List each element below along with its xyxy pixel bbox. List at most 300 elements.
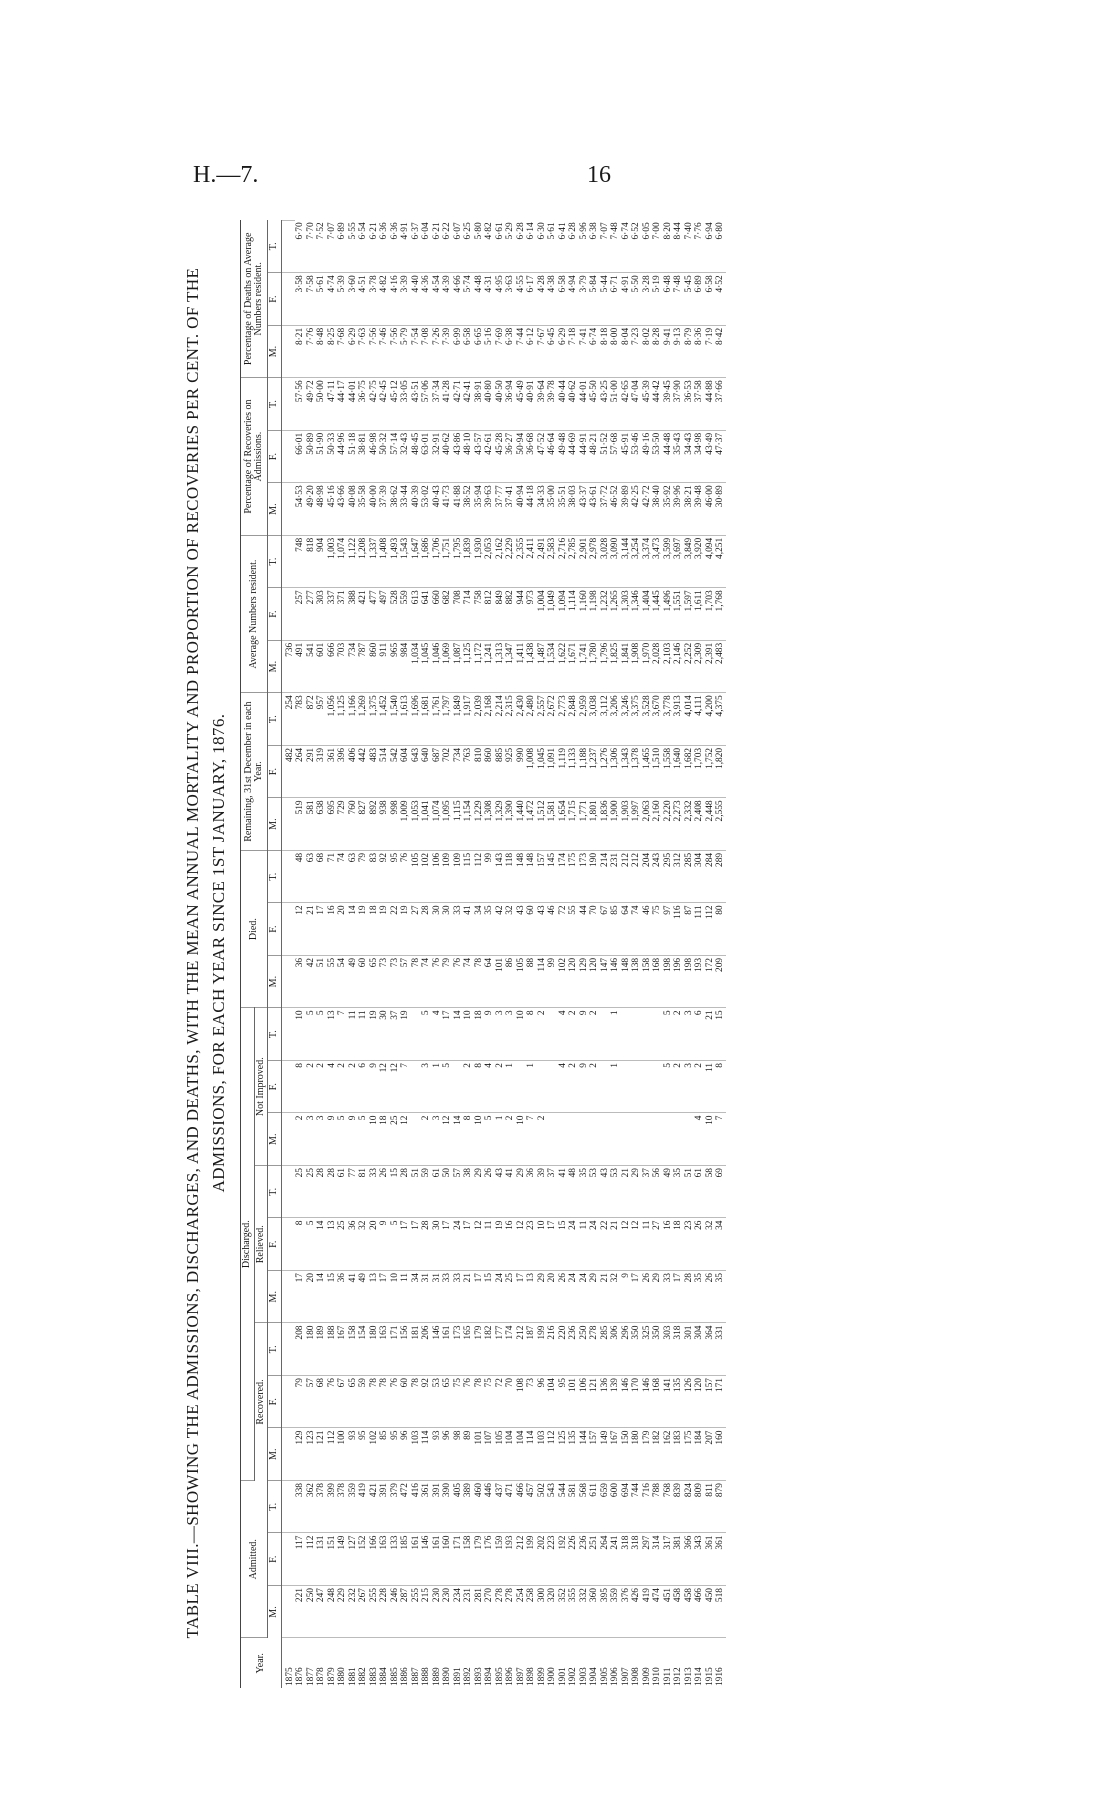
table-cell: 148 [516, 850, 527, 903]
table-cell: 108 [516, 1376, 527, 1429]
table-cell: 74 [631, 903, 642, 956]
table-cell: 1,512 [537, 798, 548, 851]
table-cell: 36 [337, 1271, 348, 1324]
table-cell: 396 [337, 745, 348, 798]
table-cell: 39·63 [484, 483, 495, 536]
table-cell: 118 [505, 850, 516, 903]
table-row [316, 218, 327, 1688]
table-cell: 182 [652, 1428, 663, 1481]
table-row [379, 218, 390, 1688]
table-cell: 4·31 [484, 273, 495, 326]
table-cell: 174 [558, 850, 569, 903]
table-cell: 1,706 [432, 535, 443, 588]
table-cell: 230 [442, 1586, 453, 1639]
table-cell: 1,404 [642, 588, 653, 641]
table-cell [281, 273, 295, 326]
table-cell: 17 [673, 1271, 684, 1324]
table-cell [558, 1113, 569, 1166]
table-cell: 32·43 [400, 430, 411, 483]
table-cell: 65 [442, 1376, 453, 1429]
table-cell: 8·44 [673, 220, 684, 273]
table-cell: 39 [537, 1166, 548, 1219]
table-cell: 51 [316, 955, 327, 1008]
table-cell: 7·07 [327, 220, 338, 273]
table-cell: 849 [495, 588, 506, 641]
table-cell: 2,103 [663, 640, 674, 693]
table-cell: 2,978 [589, 535, 600, 588]
table-cell: 5 [442, 1061, 453, 1114]
table-cell: 12 [390, 1061, 401, 1114]
header-m: M. [268, 1271, 282, 1324]
table-cell: 708 [453, 588, 464, 641]
table-cell: 37 [642, 1166, 653, 1219]
table-cell: 57·14 [390, 430, 401, 483]
table-cell: 146 [621, 1376, 632, 1429]
table-cell: 166 [369, 1533, 380, 1586]
table-cell: 70 [589, 903, 600, 956]
table-row [421, 218, 432, 1688]
table-cell: 43·66 [337, 483, 348, 536]
table-cell: 10 [516, 1113, 527, 1166]
table-cell: 2,448 [705, 798, 716, 851]
table-cell: 860 [369, 640, 380, 693]
table-cell: 11 [484, 1218, 495, 1271]
table-cell: 2,411 [526, 535, 537, 588]
table-cell: 9 [348, 1113, 359, 1166]
table-cell: 36 [348, 1218, 359, 1271]
table-cell: 638 [316, 798, 327, 851]
table-cell: 51·90 [316, 430, 327, 483]
table-cell: 50·32 [379, 430, 390, 483]
statistics-table [240, 218, 726, 1688]
table-cell: 35·92 [663, 483, 674, 536]
table-cell: 55 [327, 955, 338, 1008]
table-cell: 105 [495, 1428, 506, 1481]
header-pct-deaths: Percentage of Deaths on Average Numbers resident. [241, 220, 268, 378]
table-cell: 768 [663, 1481, 674, 1534]
table-cell: 36·27 [505, 430, 516, 483]
table-cell: 1,797 [442, 693, 453, 746]
table-cell: 416 [411, 1481, 422, 1534]
table-cell: 30 [432, 903, 443, 956]
table-cell: 2 [537, 1113, 548, 1166]
table-cell: 14 [316, 1271, 327, 1324]
table-cell: 92 [379, 850, 390, 903]
table-cell: 78 [369, 1376, 380, 1429]
table-cell: 63·01 [421, 430, 432, 483]
table-cell: 7·07 [600, 220, 611, 273]
table-cell: 666 [327, 640, 338, 693]
table-cell: 190 [589, 850, 600, 903]
header-recovered: Recovered. [254, 1323, 268, 1481]
table-cell: 19 [379, 903, 390, 956]
table-cell: 694 [621, 1481, 632, 1534]
table-cell: 450 [705, 1586, 716, 1639]
table-cell: 7 [400, 1061, 411, 1114]
table-cell: 21 [306, 903, 317, 956]
table-row [663, 218, 674, 1688]
table-cell: 1,265 [610, 588, 621, 641]
table-cell: 98 [453, 1428, 464, 1481]
table-cell: 998 [390, 798, 401, 851]
table-cell: 25 [295, 1166, 306, 1219]
table-cell: 7 [715, 1113, 726, 1166]
table-cell: 42·45 [379, 378, 390, 431]
table-cell: 3,374 [642, 535, 653, 588]
table-cell: 147 [600, 955, 611, 1008]
table-cell: 33 [663, 1271, 674, 1324]
table-cell: 2,480 [526, 693, 537, 746]
table-cell: 28 [316, 1166, 327, 1219]
table-cell: 216 [547, 1323, 558, 1376]
header-m: M. [268, 1428, 282, 1481]
table-cell: 38·21 [684, 483, 695, 536]
table-cell: 1 [495, 1113, 506, 1166]
table-cell: 1,232 [600, 588, 611, 641]
table-cell: 5·16 [484, 325, 495, 378]
table-cell: 99 [484, 850, 495, 903]
table-cell: 304 [694, 1323, 705, 1376]
table-cell: 24 [495, 1271, 506, 1324]
table-cell: 2,028 [652, 640, 663, 693]
table-cell: 285 [600, 1323, 611, 1376]
table-cell: 6·22 [442, 220, 453, 273]
table-cell: 5·55 [348, 220, 359, 273]
table-cell: 41 [505, 1166, 516, 1219]
table-cell: 5·50 [631, 273, 642, 326]
table-cell: 7·67 [537, 325, 548, 378]
table-cell: 77 [348, 1166, 359, 1219]
table-row [694, 218, 705, 1688]
table-cell: 76 [453, 955, 464, 1008]
table-cell: 277 [306, 588, 317, 641]
table-cell: 188 [327, 1323, 338, 1376]
year-cell: 1911 [662, 1667, 673, 1686]
table-cell: 17 [474, 1271, 485, 1324]
table-cell: 1,647 [411, 535, 422, 588]
table-cell: 231 [463, 1586, 474, 1639]
table-cell: 809 [694, 1481, 705, 1534]
table-cell: 1,534 [547, 640, 558, 693]
table-cell: 6·94 [705, 220, 716, 273]
table-cell: 1,622 [558, 640, 569, 693]
table-cell: 287 [400, 1586, 411, 1639]
table-cell: 2,391 [705, 640, 716, 693]
header-m: M. [268, 325, 282, 378]
table-cell: 86 [505, 955, 516, 1008]
table-cell: 127 [348, 1533, 359, 1586]
table-cell: 7·39 [442, 325, 453, 378]
table-cell: 44·01 [348, 378, 359, 431]
table-cell: 230 [432, 1586, 443, 1639]
table-cell: 109 [453, 850, 464, 903]
table-cell [568, 1113, 579, 1166]
table-cell: 973 [526, 588, 537, 641]
table-cell: 26 [642, 1271, 653, 1324]
table-cell: 2 [421, 1113, 432, 1166]
table-cell: 28 [421, 903, 432, 956]
table-cell: 53·46 [631, 430, 642, 483]
table-cell: 65 [369, 955, 380, 1008]
table-caption-line-2: ADMISSIONS, FOR EACH YEAR SINCE 1ST JANUARY, 1876. [209, 713, 228, 1193]
table-cell [281, 1113, 295, 1166]
year-cell: 1898 [526, 1667, 536, 1686]
table-cell [281, 218, 295, 220]
table-cell: 6·65 [474, 325, 485, 378]
table-cell: 17 [631, 1271, 642, 1324]
table-cell: 40·91 [526, 378, 537, 431]
table-cell: 34·98 [694, 430, 705, 483]
table-cell: 258 [526, 1586, 537, 1639]
table-cell: 59 [358, 1376, 369, 1429]
table-cell: 25 [337, 1218, 348, 1271]
table-cell: 3·58 [295, 273, 306, 326]
table-cell: 57·56 [295, 378, 306, 431]
table-cell: 176 [484, 1533, 495, 1586]
table-cell: 167 [610, 1428, 621, 1481]
table-cell: 15 [484, 1271, 495, 1324]
table-cell: 78 [411, 955, 422, 1008]
table-cell: 20 [547, 1271, 558, 1324]
table-cell: 48·45 [411, 430, 422, 483]
table-cell: 12 [442, 1113, 453, 1166]
year-cell: 1877 [305, 1667, 316, 1686]
table-cell: 24 [568, 1218, 579, 1271]
table-cell: 49·20 [306, 483, 317, 536]
table-cell: 406 [348, 745, 359, 798]
table-cell: 390 [442, 1481, 453, 1534]
table-cell: 3·79 [579, 273, 590, 326]
table-cell: 4·91 [621, 273, 632, 326]
table-cell: 135 [673, 1376, 684, 1429]
table-cell: 519 [295, 798, 306, 851]
table-cell [547, 1008, 558, 1061]
table-cell: 4·95 [495, 273, 506, 326]
table-cell: 48·21 [589, 430, 600, 483]
year-cell: 1897 [515, 1667, 526, 1686]
table-cell: 278 [495, 1586, 506, 1639]
table-cell: 185 [400, 1533, 411, 1586]
table-cell: 812 [484, 588, 495, 641]
table-cell: 40·94 [516, 483, 527, 536]
table-cell [411, 1113, 422, 1166]
table-cell: 6·89 [337, 220, 348, 273]
table-cell: 5·80 [474, 220, 485, 273]
table-cell: 168 [652, 955, 663, 1008]
table-cell: 43·51 [411, 378, 422, 431]
table-cell: 2,160 [652, 798, 663, 851]
table-cell: 38·91 [474, 378, 485, 431]
table-cell: 9 [579, 1008, 590, 1061]
table-cell: 1,198 [589, 588, 600, 641]
table-cell: 3 [505, 1008, 516, 1061]
table-cell: 29 [474, 1166, 485, 1219]
table-cell: 6·36 [390, 220, 401, 273]
table-cell [621, 1008, 632, 1061]
table-cell: 159 [495, 1533, 506, 1586]
table-cell: 4 [694, 1113, 705, 1166]
table-cell: 6·12 [526, 325, 537, 378]
table-cell: 6·28 [568, 220, 579, 273]
table-cell: 212 [631, 850, 642, 903]
table-cell: 9 [379, 1218, 390, 1271]
table-cell: 231 [610, 850, 621, 903]
table-cell [600, 1061, 611, 1114]
table-cell: 1,119 [558, 745, 569, 798]
table-cell: 1,917 [463, 693, 474, 746]
table-cell: 53 [610, 1166, 621, 1219]
table-cell: 419 [358, 1481, 369, 1534]
table-cell: 102 [369, 1428, 380, 1481]
table-cell: 872 [306, 693, 317, 746]
table-cell: 1,378 [631, 745, 642, 798]
table-cell: 68 [316, 850, 327, 903]
table-row [621, 218, 632, 1688]
table-cell: 40·08 [348, 483, 359, 536]
table-cell: 44·48 [663, 430, 674, 483]
table-cell: 5 [306, 1008, 317, 1061]
table-row [306, 218, 317, 1688]
year-cell: 1915 [704, 1667, 715, 1686]
table-cell: 6·29 [348, 325, 359, 378]
table-cell: 37·90 [673, 378, 684, 431]
table-cell: 226 [568, 1533, 579, 1586]
table-cell: 10 [537, 1218, 548, 1271]
table-cell: 6·07 [453, 220, 464, 273]
table-cell: 1,008 [526, 745, 537, 798]
table-cell: 2 [463, 1061, 474, 1114]
table-cell: 6·74 [621, 220, 632, 273]
table-cell: 22 [390, 903, 401, 956]
table-cell: 23 [526, 1218, 537, 1271]
table-cell: 1,751 [442, 535, 453, 588]
table-cell: 5 [663, 1008, 674, 1061]
table-row [526, 218, 537, 1688]
table-cell: 1,188 [579, 745, 590, 798]
table-cell: 47·52 [537, 430, 548, 483]
year-cell: 1891 [452, 1667, 463, 1686]
table-row [484, 218, 495, 1688]
table-cell: 37 [547, 1166, 558, 1219]
table-cell: 143 [495, 850, 506, 903]
header-f: F. [268, 430, 282, 483]
table-cell: 112 [327, 1428, 338, 1481]
table-cell: 87 [684, 903, 695, 956]
table-cell: 57·68 [610, 430, 621, 483]
table-cell: 78 [474, 1376, 485, 1429]
table-cell [579, 1113, 590, 1166]
table-cell: 787 [358, 640, 369, 693]
table-cell: 6·30 [537, 220, 548, 273]
table-cell: 2,555 [715, 798, 726, 851]
table-cell: 1,510 [652, 745, 663, 798]
table-cell: 312 [673, 850, 684, 903]
table-cell: 46·64 [547, 430, 558, 483]
table-cell: 126 [684, 1376, 695, 1429]
table-cell: 109 [442, 850, 453, 903]
table-cell: 3,778 [663, 693, 674, 746]
header-m: M. [268, 1586, 282, 1639]
table-cell: 824 [684, 1481, 695, 1534]
table-cell: 2,430 [516, 693, 527, 746]
table-cell: 163 [379, 1533, 390, 1586]
table-cell: 14 [453, 1113, 464, 1166]
table-cell: 1,346 [631, 588, 642, 641]
table-cell: 158 [348, 1323, 359, 1376]
header-t: T. [268, 850, 282, 903]
table-cell: 59 [421, 1166, 432, 1219]
table-cell: 744 [631, 1481, 642, 1534]
table-cell: 318 [631, 1533, 642, 1586]
table-cell: 157 [589, 1428, 600, 1481]
table-cell: 34 [715, 1218, 726, 1271]
table-cell: 250 [579, 1323, 590, 1376]
table-cell: 818 [306, 535, 317, 588]
table-cell [281, 1218, 295, 1271]
table-cell: 3·63 [505, 273, 516, 326]
table-cell: 4·52 [715, 273, 726, 326]
table-cell: 419 [642, 1586, 653, 1639]
table-cell: 15 [390, 1166, 401, 1219]
table-cell: 3,473 [652, 535, 663, 588]
table-cell: 38·52 [463, 483, 474, 536]
table-cell: 30·89 [715, 483, 726, 536]
table-row [558, 218, 569, 1688]
table-cell: 1,166 [348, 693, 359, 746]
table-cell: 175 [684, 1428, 695, 1481]
table-caption-line-1: TABLE VIII.—SHOWING THE ADMISSIONS, DISCHARGES, AND DEATHS, WITH THE MEAN ANNUAL MORTALITY AND PROPORTION OF RECOVERIES PER CENT. OF THE [183, 267, 202, 1639]
table-cell: 13 [369, 1271, 380, 1324]
table-cell: 359 [348, 1481, 359, 1534]
table-cell: 96 [400, 1428, 411, 1481]
table-cell: 391 [432, 1481, 443, 1534]
year-cell: 1904 [589, 1667, 599, 1686]
table-cell: 39·48 [694, 483, 705, 536]
table-cell: 4,200 [705, 693, 716, 746]
table-cell: 734 [453, 745, 464, 798]
table-cell: 491 [295, 640, 306, 693]
table-cell: 47·04 [631, 378, 642, 431]
table-cell: 38·03 [568, 483, 579, 536]
table-cell: 4·40 [411, 273, 422, 326]
year-cell: 1880 [337, 1667, 347, 1686]
table-cell: 611 [589, 1481, 600, 1534]
table-cell [281, 430, 295, 483]
table-cell: 49·48 [558, 430, 569, 483]
table-cell: 1,540 [390, 693, 401, 746]
table-cell: 157 [705, 1376, 716, 1429]
table-cell: 35·51 [558, 483, 569, 536]
table-cell: 442 [358, 745, 369, 798]
table-cell: 35·58 [358, 483, 369, 536]
table-cell: 187 [526, 1323, 537, 1376]
table-cell: 306 [610, 1323, 621, 1376]
table-cell: 1,703 [705, 588, 716, 641]
table-cell: 5·61 [547, 220, 558, 273]
table-cell: 1,903 [621, 798, 632, 851]
table-cell: 10 [463, 1008, 474, 1061]
table-cell: 45·50 [589, 378, 600, 431]
table-cell: 1,343 [621, 745, 632, 798]
table-cell: 202 [537, 1533, 548, 1586]
year-cell: 1909 [641, 1667, 652, 1686]
table-cell: 1,241 [484, 640, 495, 693]
table-cell: 212 [516, 1323, 527, 1376]
table-cell: 3·60 [348, 273, 359, 326]
table-cell: 641 [421, 588, 432, 641]
table-cell: 297 [642, 1533, 653, 1586]
table-cell: 9·13 [673, 325, 684, 378]
